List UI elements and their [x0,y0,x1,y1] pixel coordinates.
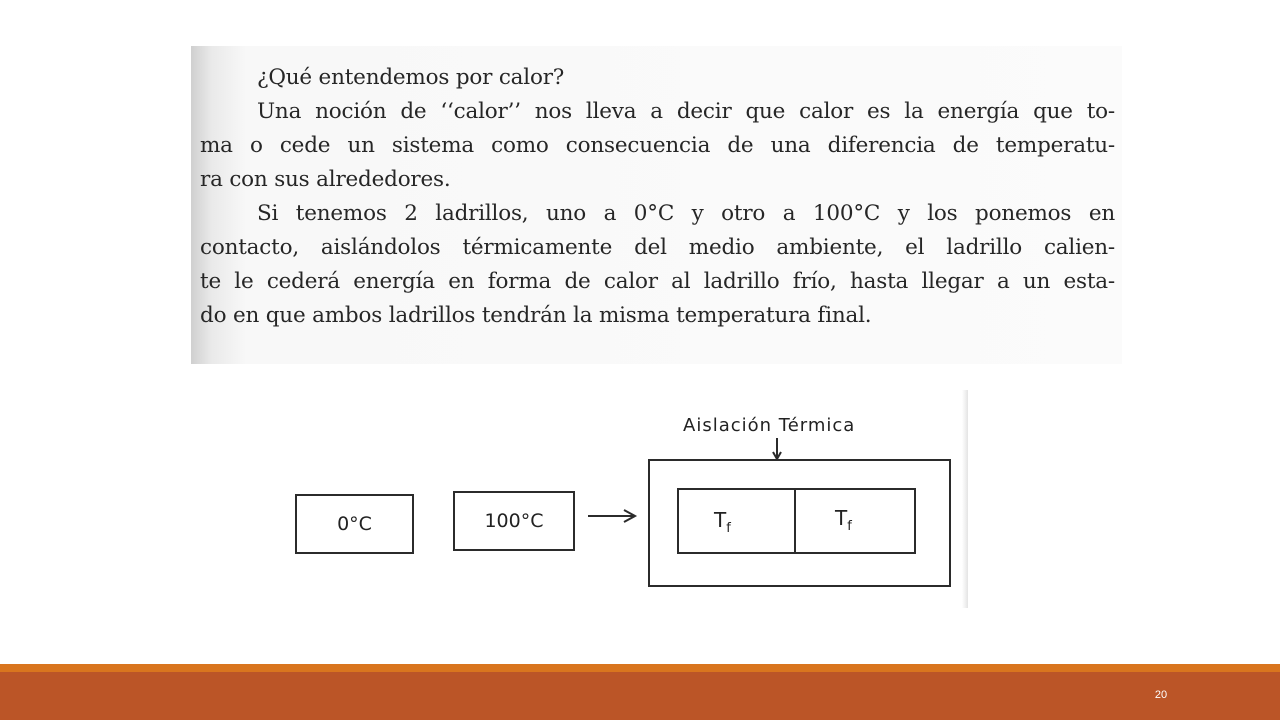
final-temp-left [714,508,731,536]
hot-brick-label: 100°C [484,510,544,532]
insulation-label: Aislación Térmica [683,415,856,436]
hot-brick-box [453,491,575,551]
final-temp-right-symbol: T [835,506,848,530]
footer-accent-bar [0,664,1280,672]
brick-divider [794,488,796,554]
cold-brick-box [295,494,414,554]
cold-brick-label: 0°C [337,513,372,535]
section-heading: ¿Qué entendemos por calor? [257,65,565,90]
paragraph-line: do en que ambos ladrillos tendrán la misma temperatura final. [200,303,872,328]
down-arrow-icon [771,437,783,461]
paragraph-line: Si tenemos 2 ladrillos, uno a 0°C y otro a 100°C y los ponemos en [257,201,1115,226]
paragraph-line: ma o cede un sistema como consecuencia de una diferencia de temperatu- [200,133,1115,158]
final-temp-right-subscript: f [847,519,852,534]
bricks-in-contact [677,488,916,554]
page-number: 20 [1154,689,1168,701]
paragraph-line: te le cederá energía en forma de calor al ladrillo frío, hasta llegar a un esta- [200,269,1115,294]
paragraph-line: contacto, aislándolos térmicamente del medio ambiente, el ladrillo calien- [200,235,1115,260]
scanned-text-image [191,46,1122,364]
scanned-text-body [200,61,1115,333]
right-arrow-icon [586,506,638,526]
final-temp-left-subscript: f [726,521,731,536]
footer-bar [0,672,1280,720]
paragraph-line: Una noción de ‘‘calor’’ nos lleva a decir que calor es la energía que to- [257,99,1115,124]
final-temp-left-symbol: T [714,508,727,532]
paragraph-line: ra con sus alrededores. [200,167,451,192]
final-temp-right [835,506,852,534]
brick-diagram [282,390,968,608]
